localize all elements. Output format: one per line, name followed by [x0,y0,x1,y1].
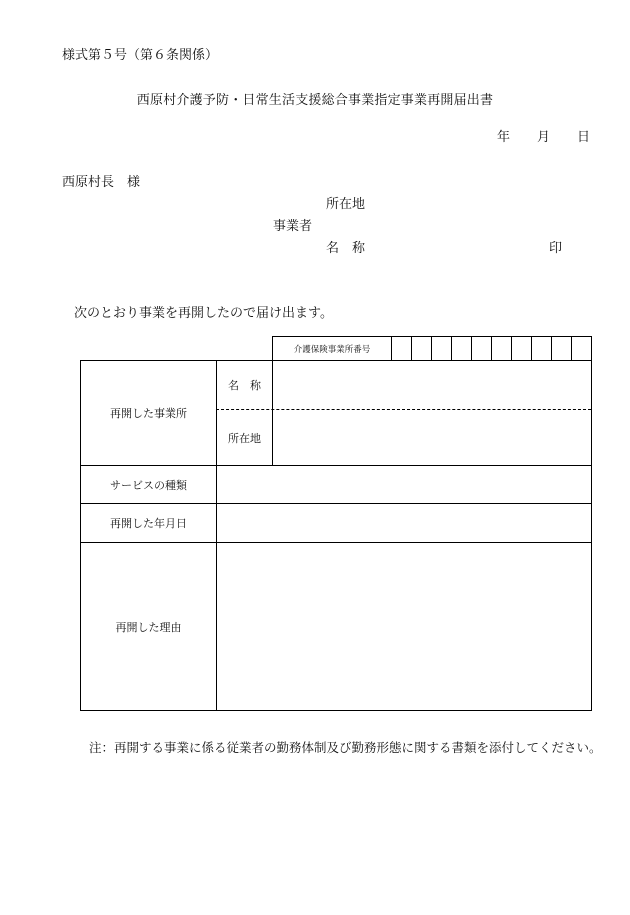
reason-field[interactable] [217,543,591,710]
insurance-digit-cell[interactable] [532,337,552,360]
insurance-digit-cell[interactable] [432,337,452,360]
office-name-field[interactable] [273,361,591,409]
resume-date-label: 再開した年月日 [110,517,187,530]
applicant-operator-label: 事業者 [273,219,313,234]
service-type-field[interactable] [217,466,591,503]
insurance-digit-cell[interactable] [492,337,512,360]
insurance-digit-cell[interactable] [512,337,532,360]
insurance-digit-cell[interactable] [552,337,572,360]
document-title: 西原村介護予防・日常生活支援総合事業指定事業再開届出書 [136,93,494,108]
service-type-label: サービスの種類 [110,478,187,492]
office-label: 再開した事業所 [110,407,187,420]
insurance-digit-cell[interactable] [412,337,432,360]
addressee: 西原村長 様 [62,175,141,190]
insurance-digit-cell[interactable] [472,337,492,360]
date-year-label: 年 [497,130,511,145]
office-name-label: 名 称 [228,379,261,392]
seal-mark: 印 [549,241,563,256]
insurance-number-label: 介護保険事業所番号 [273,337,392,360]
applicant-location-label: 所在地 [326,197,366,212]
reason-label: 再開した理由 [115,620,182,634]
insurance-digit-cell[interactable] [392,337,412,360]
date-day-label: 日 [577,130,591,145]
office-location-field[interactable] [273,410,591,465]
footnote: 注：再開する事業に係る従業者の勤務体制及び勤務形態に関する書類を添付してください。 [89,740,602,755]
insurance-number-box [272,336,592,361]
insurance-digit-cell[interactable] [572,337,591,360]
resumption-form-table [80,360,592,711]
applicant-name-label: 名 称 [326,241,366,256]
resume-date-field[interactable] [217,504,591,542]
date-month-label: 月 [537,130,551,145]
notice-text: 次のとおり事業を再開したので届け出ます。 [74,306,333,321]
office-location-label: 所在地 [228,431,261,445]
form-number: 様式第５号（第６条関係） [62,48,219,63]
insurance-digit-cell[interactable] [452,337,472,360]
